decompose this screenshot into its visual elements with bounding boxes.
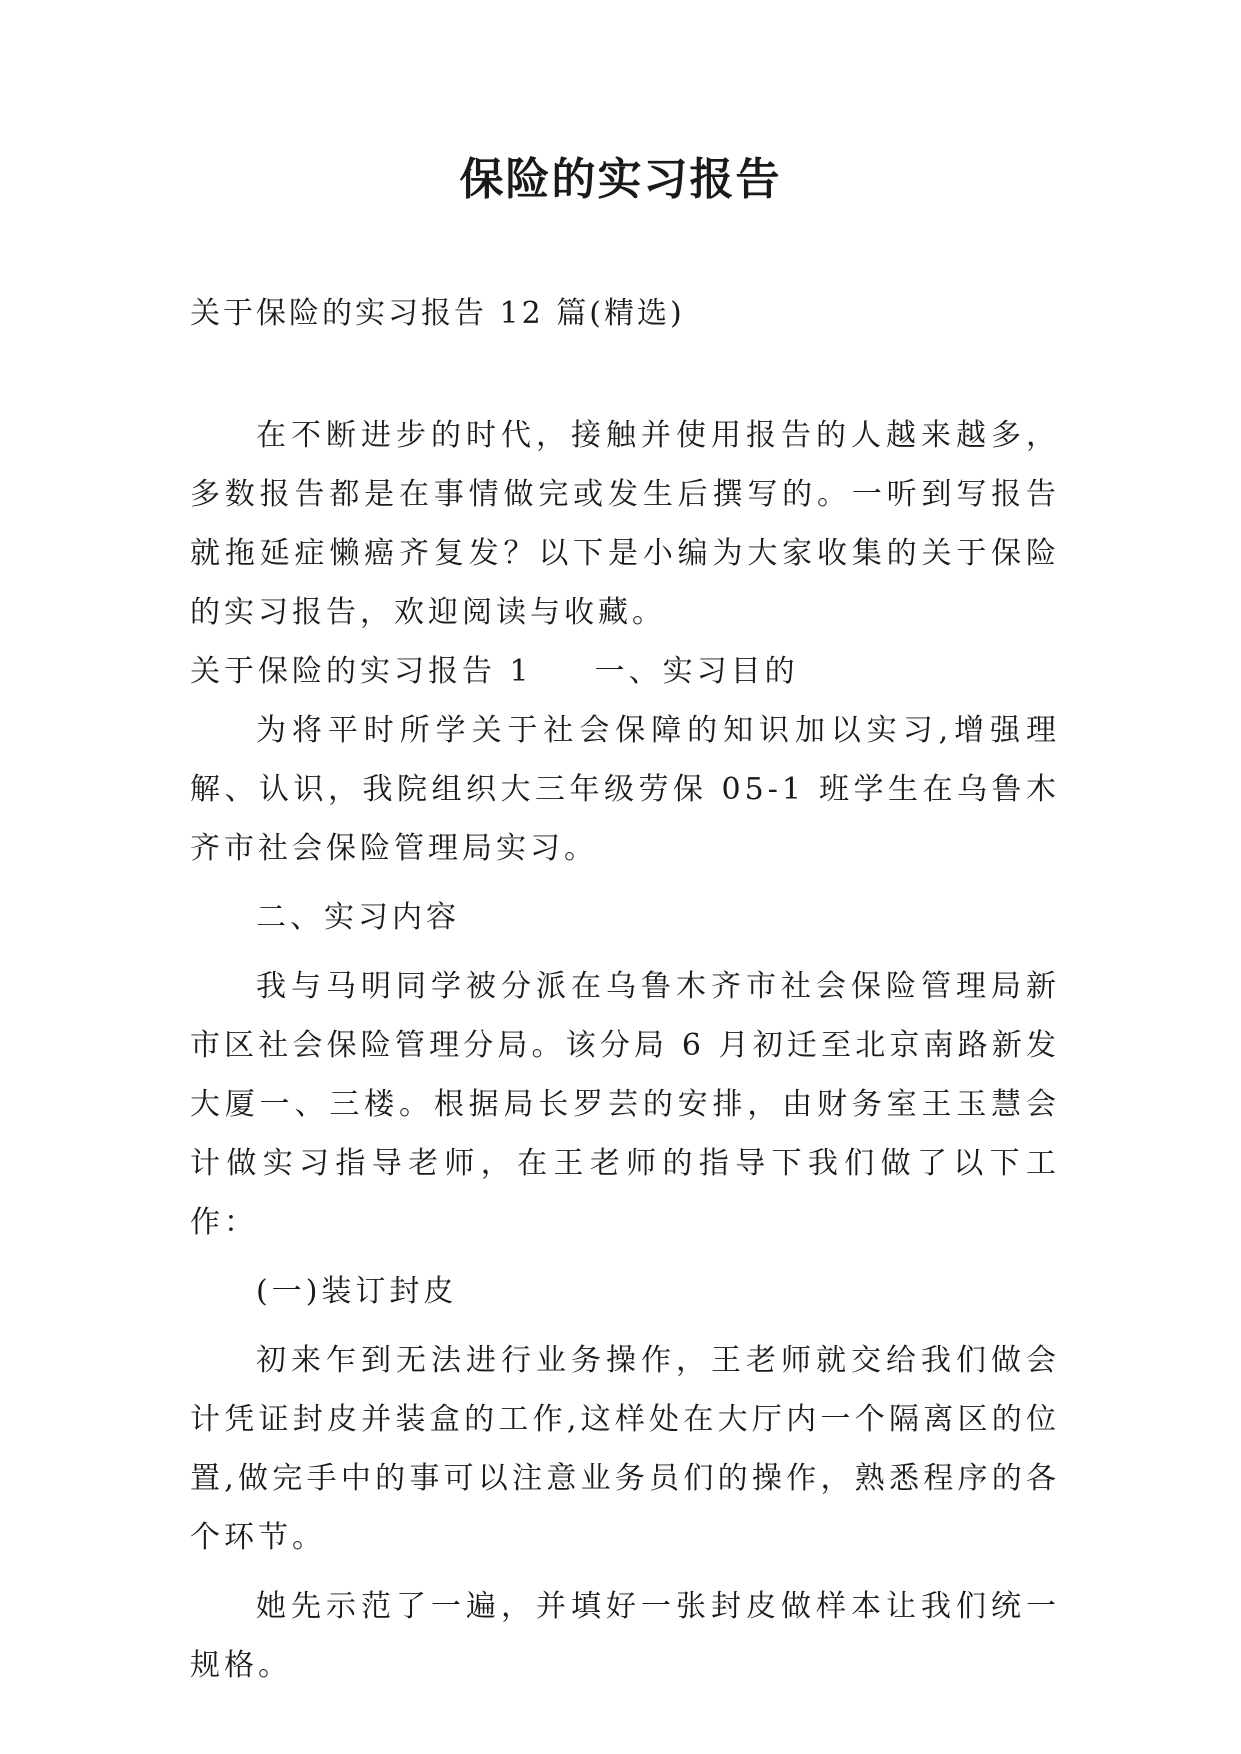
subsection-1-paragraph-2: 她先示范了一遍，并填好一张封皮做样本让我们统一规格。: [190, 1589, 1060, 1683]
intro-paragraph: 在不断进步的时代，接触并使用报告的人越来越多，多数报告都是在事情做完或发生后撰写的。一听到写报告就拖延症懒癌齐复发？以下是小编为大家收集的关于保险的实习报告，欢迎阅读与收藏。: [190, 418, 1060, 630]
document-body: [190, 406, 1060, 1695]
section-2-paragraph: 我与马明同学被分派在乌鲁木齐市社会保险管理局新市区社会保险管理分局。该分局 6 月初迁至北京南路新发大厦一、三楼。根据局长罗芸的安排，由财务室王玉慧会计做实习指导老师，在王老师的指导下我们做了以下工作：: [190, 969, 1060, 1240]
subsection-1-paragraph: 初来乍到无法进行业务操作，王老师就交给我们做会计凭证封皮并装盒的工作,这样处在大厅内一个隔离区的位置,做完手中的事可以注意业务员们的操作，熟悉程序的各个环节。: [190, 1343, 1060, 1555]
section-1-paragraph: 为将平时所学关于社会保障的知识加以实习,增强理解、认识，我院组织大三年级劳保 05-1 班学生在乌鲁木齐市社会保险管理局实习。: [190, 713, 1060, 866]
report-1-heading-line: [190, 642, 1060, 701]
section-2-heading: 二、实习内容: [256, 900, 460, 935]
section-1-heading: 一、实习目的: [594, 654, 799, 689]
document-subtitle: 关于保险的实习报告 12 篇(精选): [190, 296, 685, 331]
document-title: 保险的实习报告: [459, 154, 782, 205]
subsection-1-heading: (一)装订封皮: [256, 1274, 458, 1309]
report-1-label: 关于保险的实习报告 1: [190, 654, 533, 689]
